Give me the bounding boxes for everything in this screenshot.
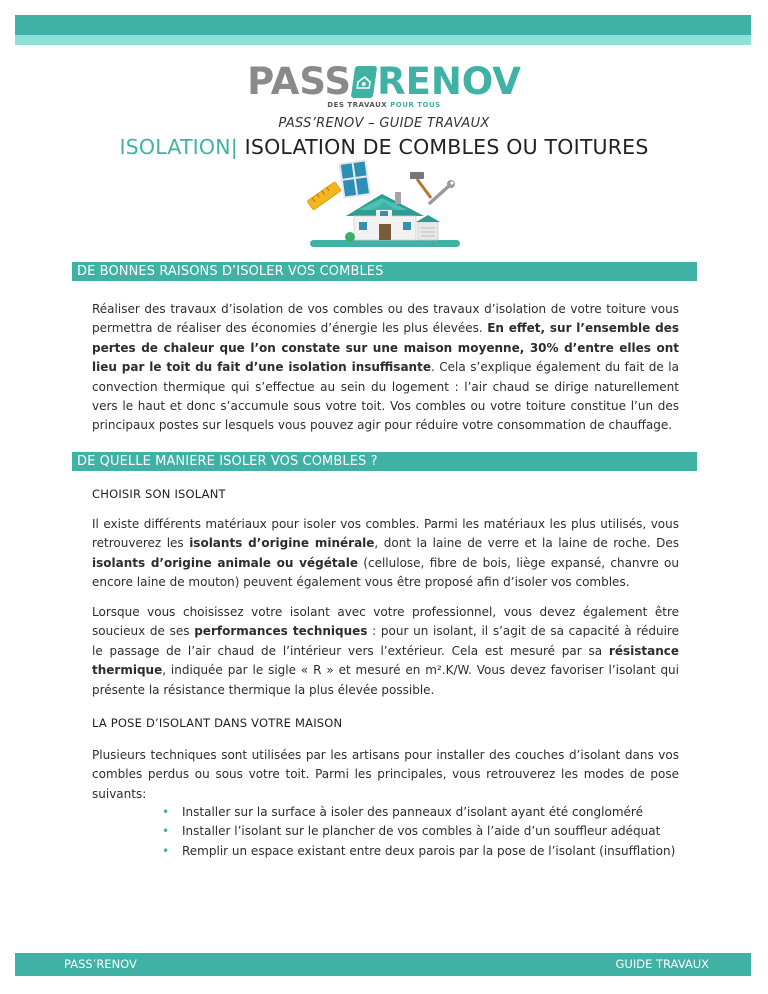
section-heading-method: DE QUELLE MANIERE ISOLER VOS COMBLES ? xyxy=(72,452,697,471)
window-icon xyxy=(340,160,370,197)
paragraph-installation: Plusieurs techniques sont utilisées par les artisans pour installer des couches d’isolant dans vos combles perdus ou sous votre toit. Parmi les principales, vous retrouverez les modes de pose suivants: xyxy=(92,748,679,801)
subheading-installation: LA POSE D’ISOLANT DANS VOTRE MAISON xyxy=(92,716,343,730)
logo xyxy=(0,60,768,109)
wrench-icon xyxy=(430,180,455,203)
header-band xyxy=(15,15,751,35)
paragraph-performance: Lorsque vous choisissez votre isolant avec votre professionnel, vous devez également être soucieux de ses performances techniques : pour un isolant, il s’agit de sa capacité à réduire le passage de l’air chaud de l’intérieur vers l’extérieur. Cela est mesuré par sa résistance thermique, indiquée par le sigle « R » et mesuré en m².K/W. Vous devez favoriser l’isolant qui présente la résistance thermique la plus élevée possible. xyxy=(92,605,679,697)
footer-guide-label: GUIDE TRAVAUX xyxy=(615,957,709,971)
ground-strip xyxy=(310,240,460,247)
logo-renov: RENOV xyxy=(377,60,521,103)
paragraph-materials: Il existe différents matériaux pour isoler vos combles. Parmi les matériaux les plus utilisés, vous retrouverez les isolants d’origine minérale, dont la laine de verre et la laine de roche. Des isolants d’origine animale ou végétale (cellulose, fibre de bois, liège expansé, chanvre ou encore laine de mouton) peuvent également vous être proposé afin d’isoler vos combles. xyxy=(92,517,679,590)
list-item: • Installer l’isolant sur le plancher de vos combles à l’aide d’un souffleur adéquat xyxy=(162,822,675,841)
logo-house-icon xyxy=(351,66,377,98)
header-band-light xyxy=(15,35,751,45)
paragraph-reasons: Réaliser des travaux d’isolation de vos combles ou des travaux d’isolation de votre toiture vous permettra de réaliser des économies d’énergie les plus élevées. En effet, sur l’ensemble des pertes de chaleur que l’on constate sur une maison moyenne, 30% d’entre elles ont lieu par le toit du fait d’une isolation insuffisante. Cela s’explique également du fait de la convection thermique qui s’effectue au sein du logement : l’air chaud se dirige naturellement vers le haut et donc s’accumule sous votre toit. Vos combles ou votre toiture constitue l’un des principaux postes sur lesquels vous pouvez agir pour réduire votre consommation de chauffage. xyxy=(92,302,679,433)
page-title-main: ISOLATION DE COMBLES OU TOITURES xyxy=(237,135,649,159)
page-title-accent: ISOLATION| xyxy=(119,135,238,159)
house-icon xyxy=(345,192,440,242)
footer-brand: PASS’RENOV xyxy=(64,957,137,971)
section-heading-reasons: DE BONNES RAISONS D’ISOLER VOS COMBLES xyxy=(72,262,697,281)
footer xyxy=(15,953,751,976)
ruler-icon xyxy=(307,182,341,211)
logo-pass: PASS xyxy=(247,60,352,103)
list-item: • Installer sur la surface à isoler des panneaux d’isolant ayant été congloméré xyxy=(162,803,675,822)
installation-methods-list xyxy=(162,803,675,861)
guide-label: PASS’RENOV – GUIDE TRAVAUX xyxy=(278,116,490,131)
hammer-icon xyxy=(410,172,431,198)
logo-tagline: DES TRAVAUX POUR TOUS xyxy=(327,101,441,109)
page-title xyxy=(0,135,768,159)
list-item: • Remplir un espace existant entre deux parois par la pose de l’isolant (insufflation) xyxy=(162,842,675,861)
subheading-choose-insulation: CHOISIR SON ISOLANT xyxy=(92,487,226,501)
house-renovation-illustration xyxy=(300,158,465,250)
